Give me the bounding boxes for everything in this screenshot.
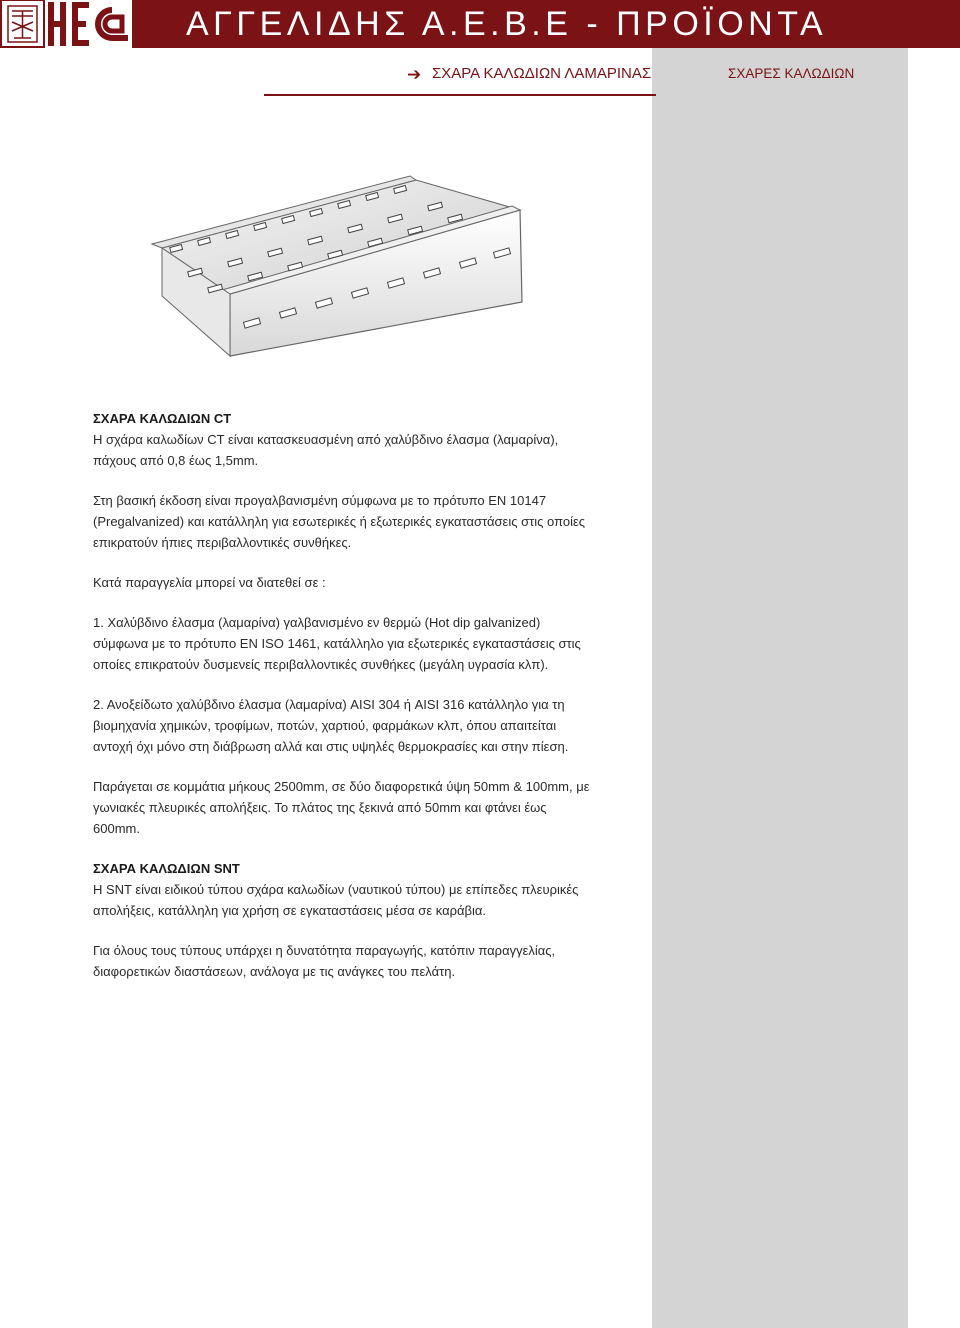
- category-link[interactable]: ΣΧΑΡΕΣ ΚΑΛΩΔΙΩΝ: [728, 66, 855, 81]
- ct-basic: Στη βασική έκδοση είναι προγαλβανισμένη σύμφωνα με το πρότυπο EN 10147 (Pregalvanized) και κατάλληλη για εσωτερικές ή εξωτερικές εγκαταστάσεις στις οποίες επικρατούν ήπιες περιβαλλοντικές συνθήκες.: [93, 493, 586, 550]
- ct-option-1: 1. Χαλύβδινο έλασμα (λαμαρίνα) γαλβανισμένο εν θερμώ (Hot dip galvanized) σύμφωνα με το πρότυπο EN ISO 1461, κατάλληλο για εξωτερικές εγκαταστάσεις στις οποίες επικρατούν δυσμενείς περιβαλλοντικές συνθήκες (μεγάλη υγρασία κλπ).: [93, 615, 581, 672]
- hew-logo-icon: [0, 0, 132, 48]
- custom-note: Για όλους τους τύπους υπάρχει η δυνατότητα παραγωγής, κατόπιν παραγγελίας, διαφορετικών διαστάσεων, ανάλογα με τις ανάγκες του πελάτη.: [93, 943, 556, 979]
- ct-dimensions: Παράγεται σε κομμάτια μήκους 2500mm, σε δύο διαφορετικά ύψη 50mm & 100mm, με γωνιακές πλευρικές απολήξεις. Το πλάτος της ξεκινά από 50mm και φτάνει έως 600mm.: [93, 779, 590, 836]
- snt-text: Η SNT είναι ειδικού τύπου σχάρα καλωδίων (ναυτικού τύπου) με επίπεδες πλευρικές απολήξεις, κατάλληλη για χρήση σε εγκαταστάσεις μέσα σε καράβια.: [93, 882, 579, 918]
- side-panel: [652, 48, 908, 1328]
- arrow-right-icon: ➔: [407, 65, 422, 84]
- company-logo[interactable]: [0, 0, 132, 48]
- ct-option-2: 2. Ανοξείδωτο χαλύβδινο έλασμα (λαμαρίνα) AISI 304 ή AISI 316 κατάλληλο για τη βιομηχανία χημικών, τροφίμων, ποτών, χαρτιού, φαρμάκων κλπ, όπου απαιτείται αντοχή όχι μόνο στη διάβρωση αλλά και στις υψηλές θερμοκρασίες και στην πίεση.: [93, 697, 569, 754]
- cable-tray-image: [148, 166, 538, 366]
- product-description: [93, 408, 597, 1001]
- ct-heading: ΣΧΑΡΑ ΚΑΛΩΔΙΩΝ CT: [93, 411, 232, 426]
- ct-intro: Η σχάρα καλωδίων CT είναι κατασκευασμένη από χαλύβδινο έλασμα (λαμαρίνα), πάχους από 0,8 έως 1,5mm.: [93, 432, 559, 468]
- page-title: ΑΓΓΕΛΙΔΗΣ Α.Ε.Β.Ε - ΠΡΟΪΟΝΤΑ: [186, 5, 828, 43]
- snt-heading: ΣΧΑΡΑ ΚΑΛΩΔΙΩΝ SNT: [93, 861, 240, 876]
- current-section-label: ΣΧΑΡΑ ΚΑΛΩΔΙΩΝ ΛΑΜΑΡΙΝΑΣ: [432, 65, 652, 82]
- ct-order-note: Κατά παραγγελία μπορεί να διατεθεί σε :: [93, 575, 326, 590]
